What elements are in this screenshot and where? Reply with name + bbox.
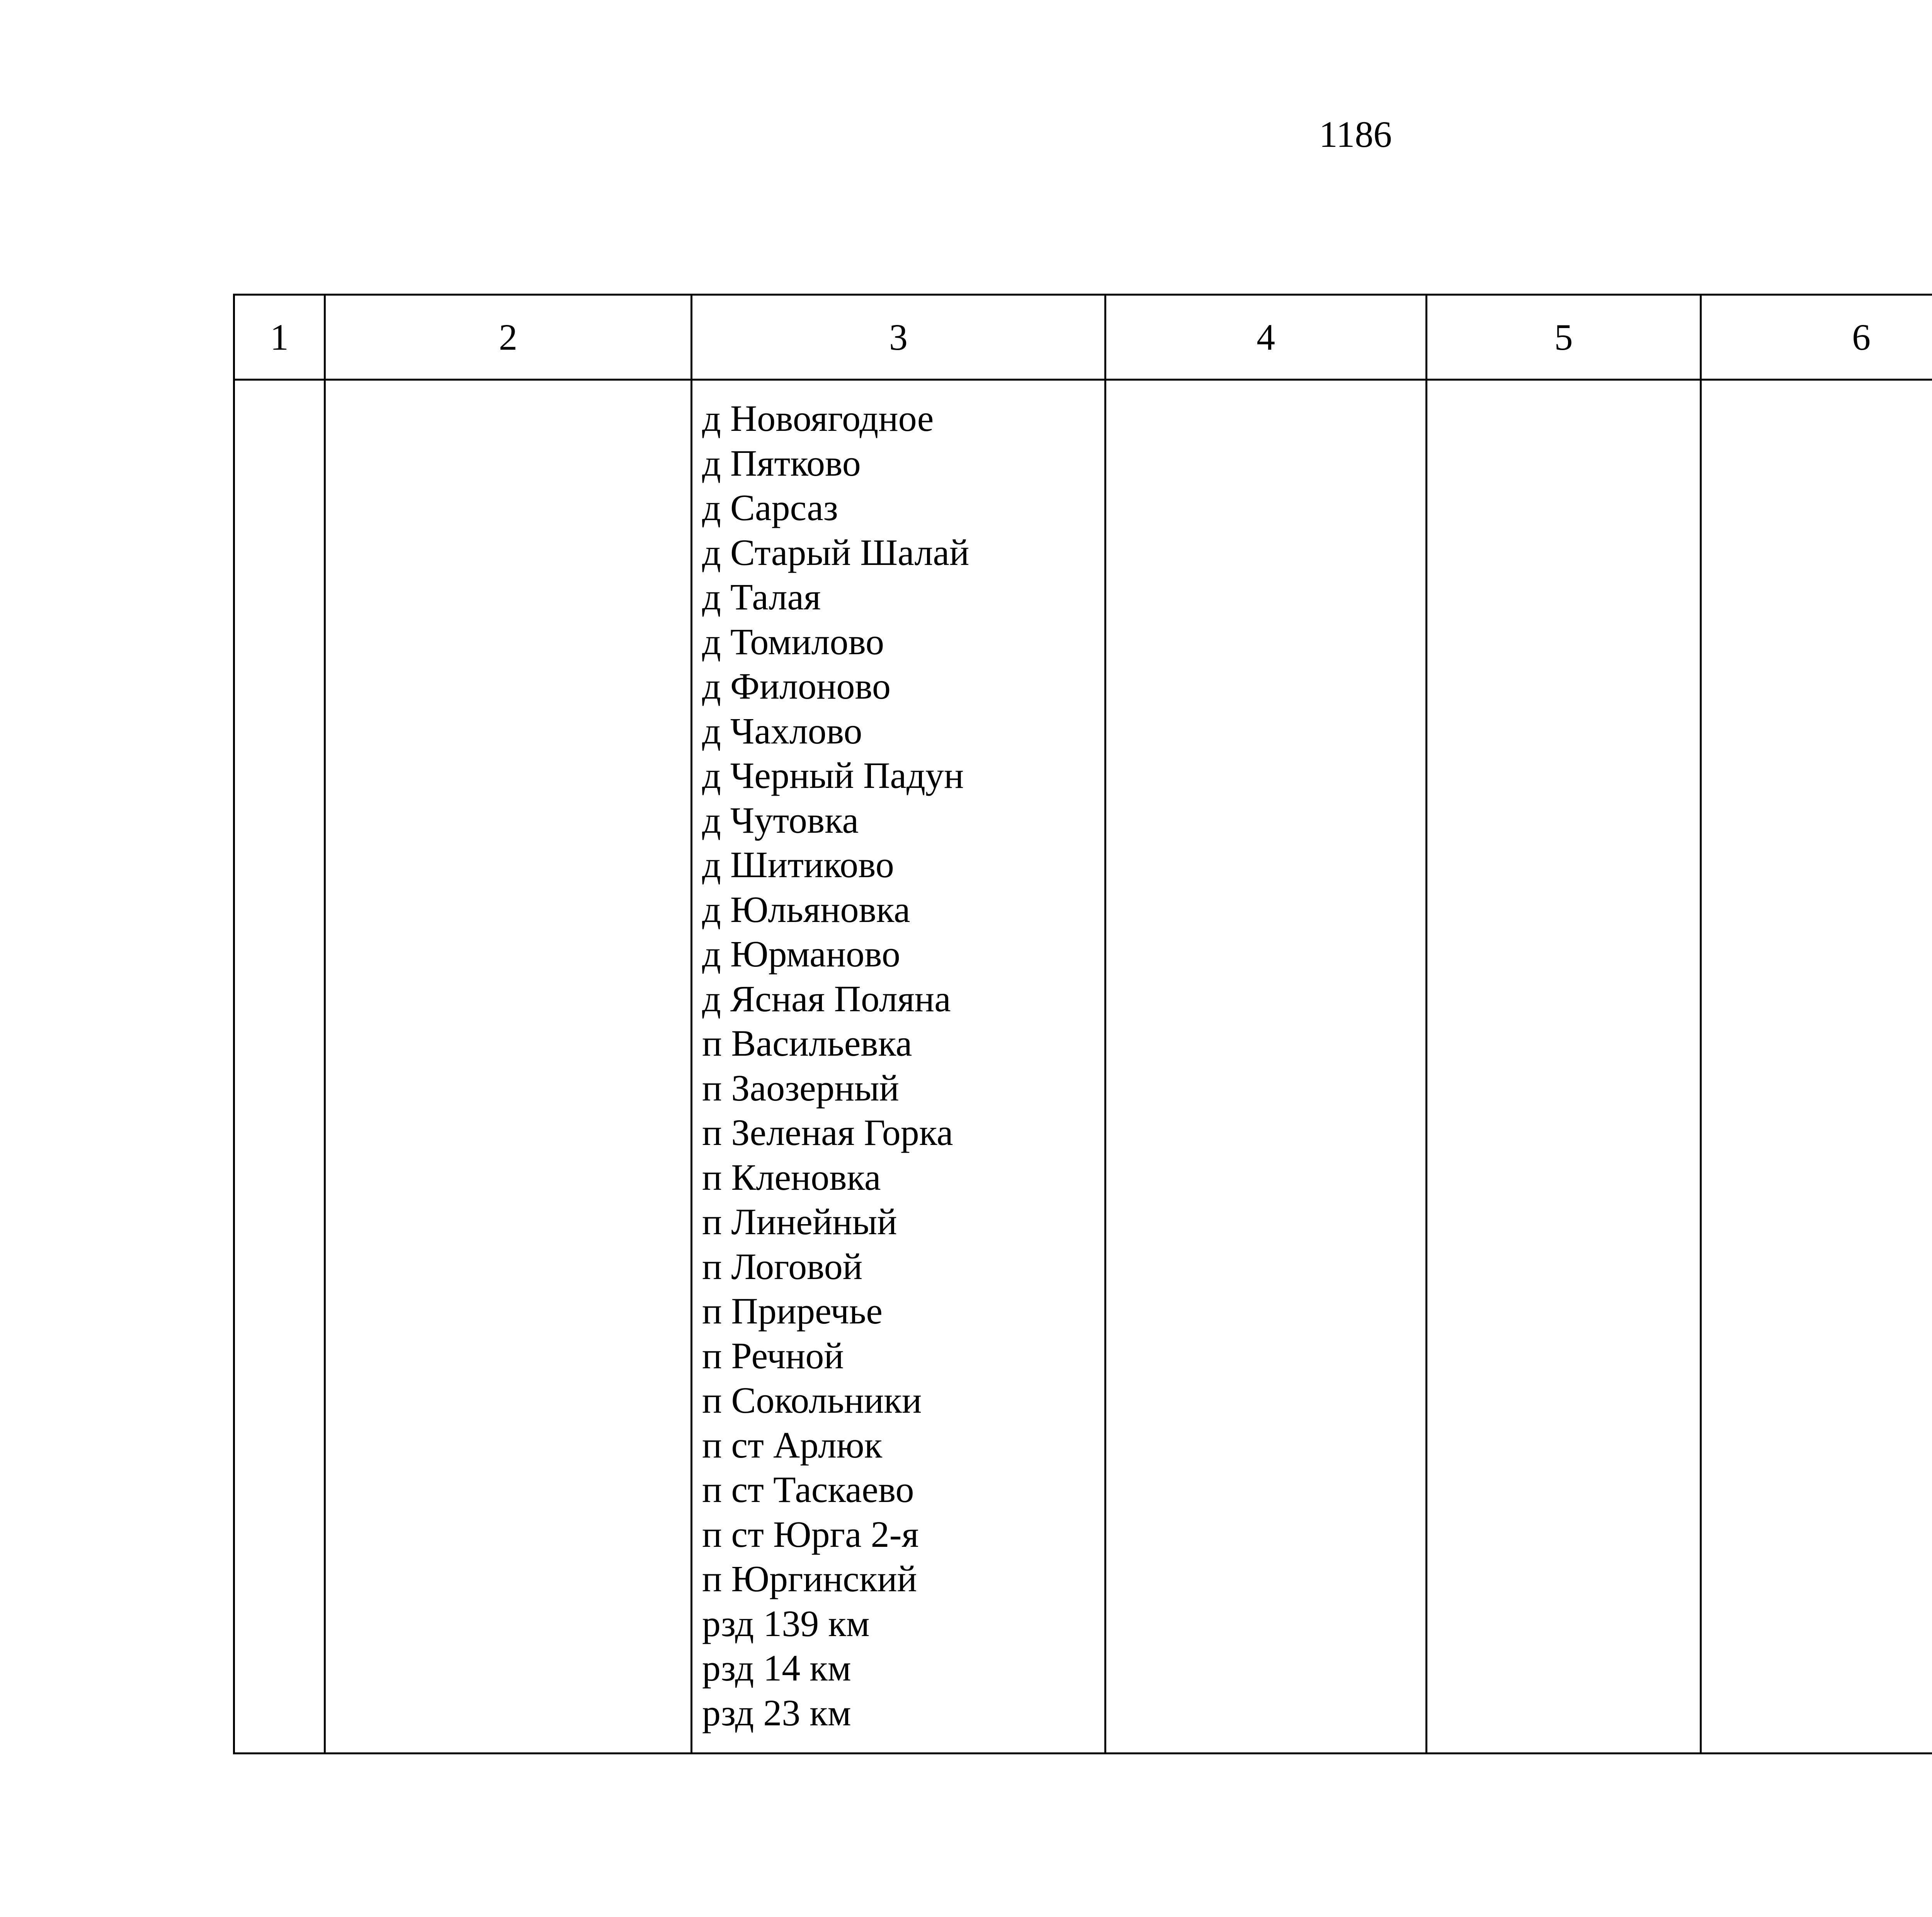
settlement-item: д Сарсаз [702,487,838,528]
settlement-list [692,381,1104,1735]
settlement-item: д Талая [702,576,821,617]
cell-col-3 [692,380,1105,1754]
settlement-item: п Линейный [702,1201,897,1242]
cell-col-6 [1701,380,1932,1754]
settlement-item: д Чахлово [702,710,862,752]
data-table [233,294,1932,1754]
cell-col-4 [1105,380,1427,1754]
settlement-item: д Томилово [702,621,884,662]
column-header-3: 3 [692,295,1105,380]
settlement-item: п Васильевка [702,1022,912,1064]
cell-col-5 [1427,380,1701,1754]
settlement-item: п Приречье [702,1290,883,1332]
column-header-4: 4 [1105,295,1427,380]
settlement-item: п Кленовка [702,1156,881,1198]
column-header-6: 6 [1701,295,1932,380]
settlement-item: д Шитиково [702,844,894,885]
table-row [234,380,1932,1754]
settlement-item: д Юльяновка [702,888,910,930]
column-header-5: 5 [1427,295,1701,380]
settlement-item: п ст Арлюк [702,1424,883,1466]
settlement-item: д Юрманово [702,933,900,975]
settlement-item: д Старый Шалай [702,531,969,573]
settlement-item: д Чутовка [702,799,859,841]
settlement-item: п ст Юрга 2-я [702,1513,919,1555]
table-header-row [234,295,1932,380]
settlement-item: рзд 139 км [702,1602,870,1644]
cell-col-1 [234,380,325,1754]
settlement-item: д Пятково [702,442,861,484]
settlement-item: д Филоново [702,665,891,707]
settlement-item: п Заозерный [702,1067,899,1109]
column-header-2: 2 [325,295,692,380]
settlement-item: п Юргинский [702,1558,917,1599]
settlement-item: д Новоягодное [702,398,934,439]
settlement-item: рзд 14 км [702,1647,851,1689]
column-header-1: 1 [234,295,325,380]
settlement-item: п Логовой [702,1245,863,1287]
settlement-item: п Зеленая Горка [702,1112,953,1153]
settlement-item: п Речной [702,1335,844,1376]
page-number: 1186 [1319,114,1392,155]
settlement-item: д Ясная Поляна [702,978,951,1019]
settlement-item: п Сокольники [702,1379,922,1421]
settlement-item: п ст Таскаево [702,1469,914,1510]
cell-col-2 [325,380,692,1754]
settlement-item: д Черный Падун [702,755,964,796]
settlement-item: рзд 23 км [702,1692,851,1733]
